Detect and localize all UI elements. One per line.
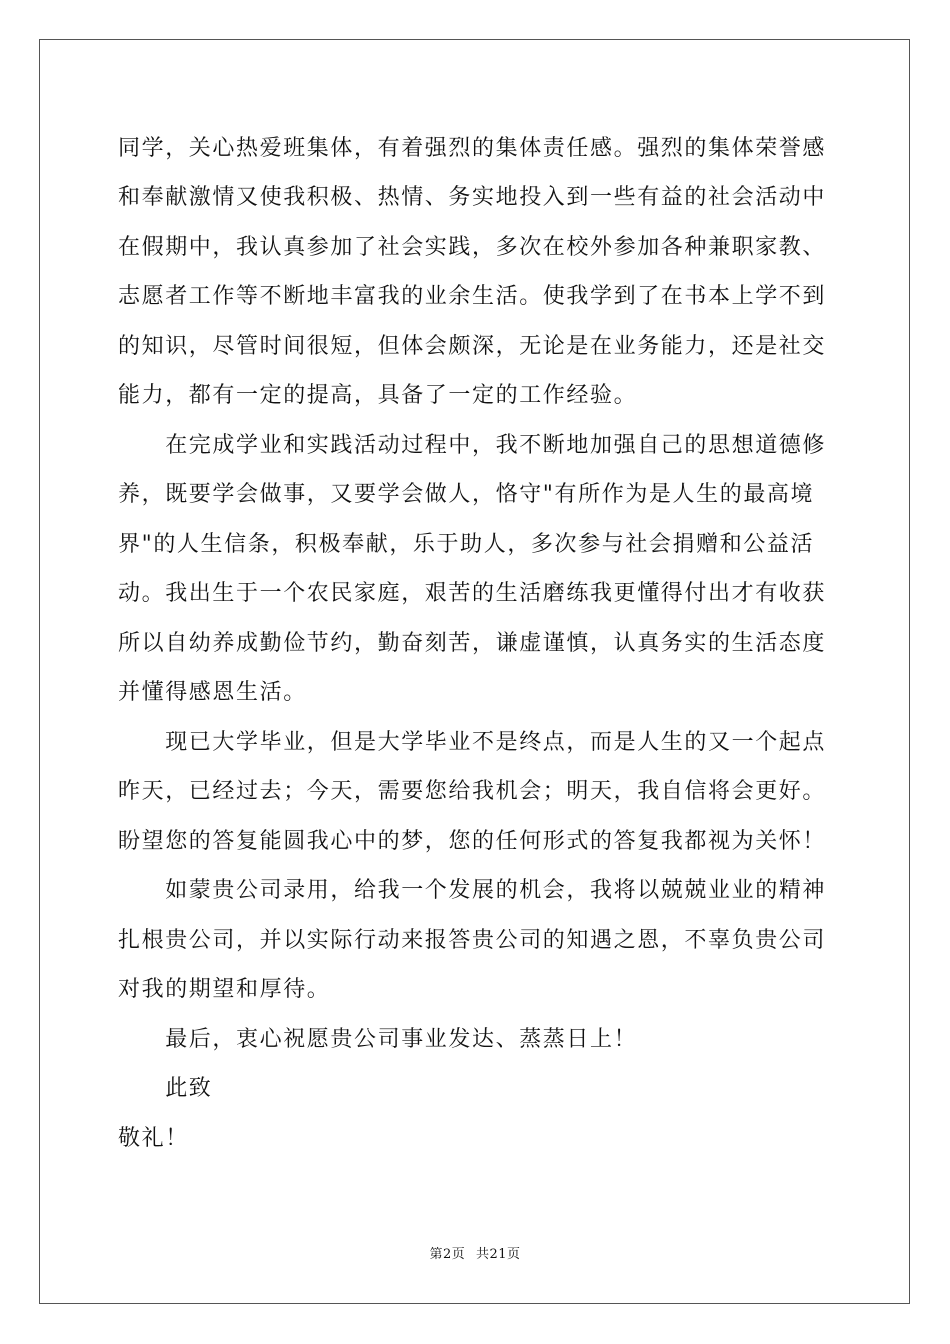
body-line: 扎根贵公司，并以实际行动来报答贵公司的知遇之恩，不辜负贵公司	[118, 928, 827, 953]
salutation-line: 此致	[118, 1076, 213, 1101]
body-line: 界"的人生信条，积极奉献，乐于助人，多次参与社会捐赠和公益活	[118, 532, 815, 557]
body-line: 并懂得感恩生活。	[118, 680, 307, 705]
body-line: 的知识，尽管时间很短，但体会颇深，无论是在业务能力，还是社交	[118, 334, 827, 359]
body-line: 对我的期望和厚待。	[118, 977, 331, 1002]
body-line: 如蒙贵公司录用，给我一个发展的机会，我将以兢兢业业的精神	[118, 878, 827, 903]
page-footer	[0, 1247, 950, 1263]
body-line: 盼望您的答复能圆我心中的梦，您的任何形式的答复我都视为关怀！	[118, 829, 827, 854]
body-line: 动。我出生于一个农民家庭，艰苦的生活磨练我更懂得付出才有收获	[118, 581, 827, 606]
body-line: 昨天，已经过去；今天，需要您给我机会；明天，我自信将会更好。	[118, 779, 827, 804]
page-number: 第2页	[429, 1247, 466, 1262]
body-line: 在完成学业和实践活动过程中，我不断地加强自己的思想道德修	[118, 433, 827, 458]
body-line: 志愿者工作等不断地丰富我的业余生活。使我学到了在书本上学不到	[118, 284, 827, 309]
closing-line: 最后，衷心祝愿贵公司事业发达、蒸蒸日上！	[118, 1027, 638, 1052]
page-total: 共21页	[475, 1247, 521, 1262]
body-line: 所以自幼养成勤俭节约，勤奋刻苦，谦虚谨慎，认真务实的生活态度	[118, 631, 827, 656]
body-line: 能力，都有一定的提高，具备了一定的工作经验。	[118, 383, 638, 408]
salutation-line: 敬礼！	[118, 1126, 189, 1151]
body-line: 养，既要学会做事，又要学会做人，恪守"有所作为是人生的最高境	[118, 482, 815, 507]
page-border	[39, 39, 910, 1304]
body-line: 和奉献激情又使我积极、热情、务实地投入到一些有益的社会活动中	[118, 185, 827, 210]
body-line: 现已大学毕业，但是大学毕业不是终点，而是人生的又一个起点	[118, 730, 827, 755]
body-line: 同学，关心热爱班集体，有着强烈的集体责任感。强烈的集体荣誉感	[118, 136, 827, 161]
body-line: 在假期中，我认真参加了社会实践，多次在校外参加各种兼职家教、	[118, 235, 827, 260]
